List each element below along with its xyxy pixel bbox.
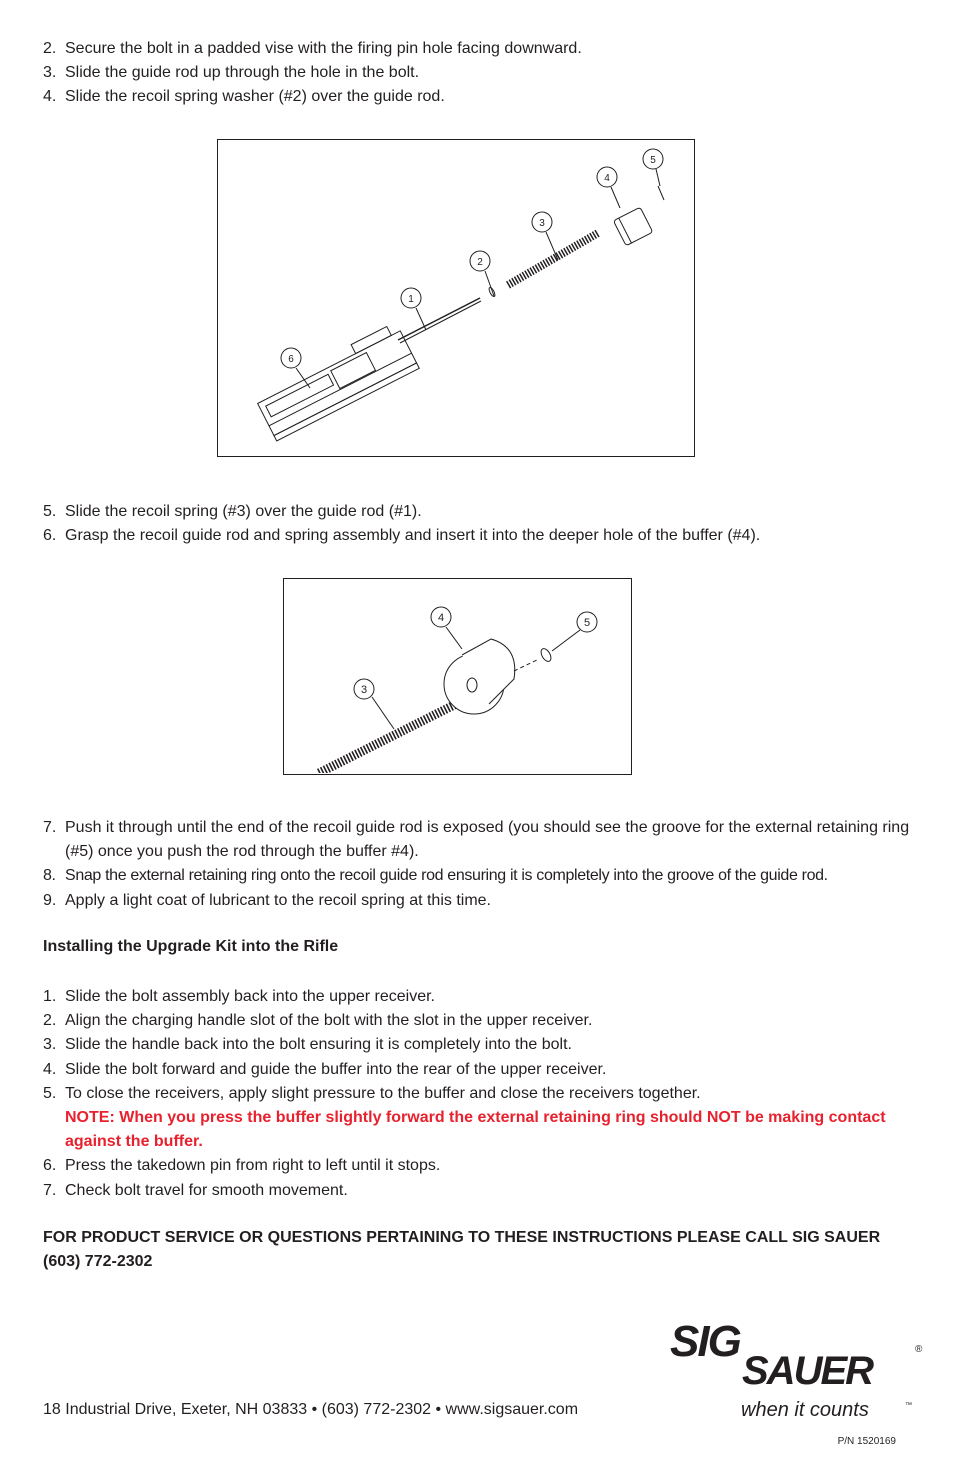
svg-text:®: ® [915,1344,923,1355]
callout-2: 2 [477,257,483,268]
figure-bolt-exploded [217,139,695,457]
callout-5: 5 [650,155,656,166]
steps-list-a [43,37,582,110]
figure-buffer-drawing [284,579,630,773]
step-8: 8. Snap the external retaining ring onto the recoil guide rod ensuring it is completely into the groove of the guide rod. [43,867,828,885]
buffer-part [613,207,652,246]
step-9: 9. Apply a light coat of lubricant to the recoil spring at this time. [43,891,491,909]
step-2: 2. Secure the bolt in a padded vise with the firing pin hole facing downward. [43,40,582,57]
note-text: NOTE: When you press the buffer slightly forward the external retaining ring should NOT be making contact against the buffer. [65,1109,886,1151]
callout-4: 4 [604,173,610,184]
install-step-5: 5. To close the receivers, apply slight pressure to the buffer and close the receivers together. NOTE: When you press the buffer slightly forward the external retaining ring should NOT be making contact against the buffer. [43,1084,886,1151]
bolt-part [253,322,419,441]
callout-3: 3 [539,218,545,229]
retaining-ring-part [658,186,664,200]
install-step-1: 1. Slide the bolt assembly back into the upper receiver. [43,988,435,1005]
buffer-part [444,639,515,714]
install-step-4: 4. Slide the bolt forward and guide the buffer into the rear of the upper receiver. [43,1060,607,1078]
part-number: P/N 1520169 [837,1436,896,1447]
install-step-6: 6. Press the takedown pin from right to left until it stops. [43,1157,441,1175]
steps-list-install [43,985,913,1203]
figure-bolt-drawing [218,140,693,455]
washer-part [488,287,496,298]
spring-part [319,701,462,773]
recoil-spring-part [508,233,598,285]
install-step-3: 3. Slide the handle back into the bolt ensuring it is completely into the bolt. [43,1036,572,1054]
step-4: 4. Slide the recoil spring washer (#2) over the guide rod. [43,88,445,106]
callout-4: 4 [437,612,445,624]
step-5: 5. Slide the recoil spring (#3) over the guide rod (#1). [43,503,422,520]
section-heading: Installing the Upgrade Kit into the Rifle [43,938,339,955]
install-step-7: 7. Check bolt travel for smooth movement. [43,1181,348,1199]
step-3: 3. Slide the guide rod up through the hole in the bolt. [43,64,420,82]
steps-list-c [43,816,923,913]
figure-buffer-assembly [283,578,632,775]
step-7: 7. Push it through until the end of the recoil guide rod is exposed (you should see the groove for the external retaining ring (#5) once you push the rod through the buffer #4). [43,819,910,861]
sig-sauer-logo [668,1312,928,1427]
callout-6: 6 [288,354,294,365]
svg-text:SIG: SIG [670,1317,740,1366]
svg-text:SAUER: SAUER [742,1349,873,1393]
service-contact: FOR PRODUCT SERVICE OR QUESTIONS PERTAINING TO THESE INSTRUCTIONS PLEASE CALL SIG SAUER (603) 772-2302 [43,1229,881,1270]
steps-list-b [43,500,760,548]
footer-address: 18 Industrial Drive, Exeter, NH 03833 • (603) 772-2302 • www.sigsauer.com [43,1401,579,1418]
step-6: 6. Grasp the recoil guide rod and spring assembly and insert it into the deeper hole of the buffer (#4). [43,527,761,545]
install-step-2: 2. Align the charging handle slot of the bolt with the slot in the upper receiver. [43,1012,593,1030]
svg-text:when it counts: when it counts [741,1399,869,1421]
retaining-ring-part [539,647,553,663]
callout-5: 5 [583,617,591,629]
callout-3: 3 [360,684,368,696]
callout-1: 1 [408,294,414,305]
svg-text:™: ™ [905,1402,912,1409]
